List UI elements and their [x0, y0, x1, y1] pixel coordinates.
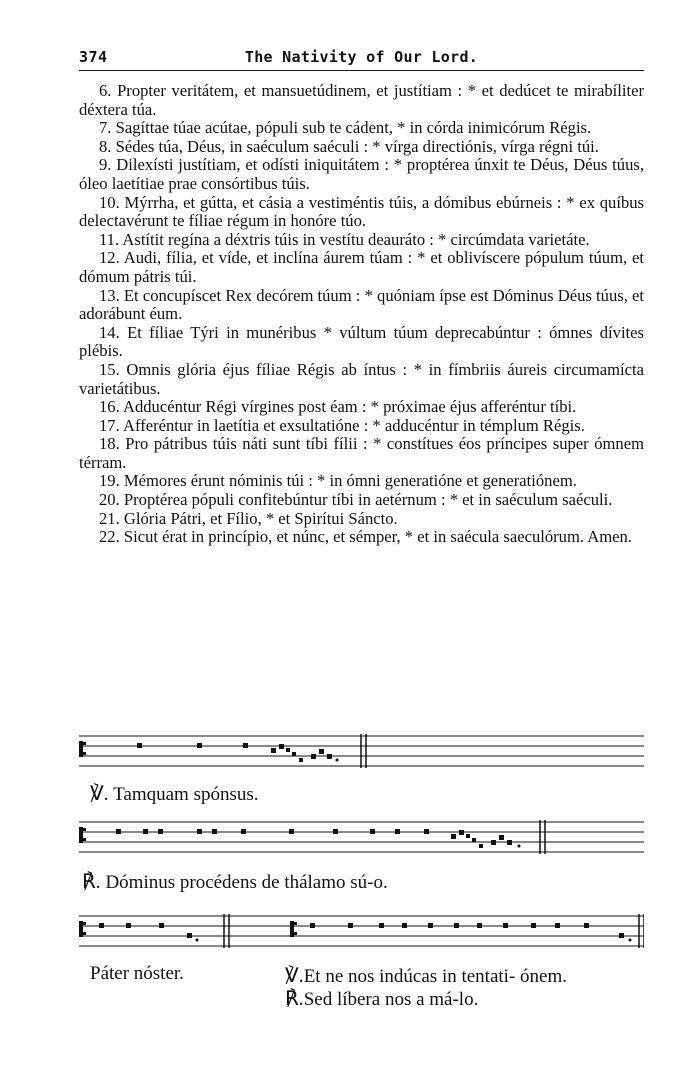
running-title: The Nativity of Our Lord. — [244, 48, 479, 66]
verse — [79, 194, 644, 231]
verse-number: 7. — [99, 118, 112, 138]
verse — [79, 472, 644, 491]
page-number: 374 — [79, 48, 108, 66]
verse-text: Sédes túa, Déus, in saéculum saéculi : * vírga directiónis, vírga régni túi. — [115, 136, 599, 156]
verse-number: 8. — [99, 136, 112, 156]
neume-staff — [79, 818, 644, 858]
chant-staff-3 — [79, 912, 644, 952]
verse — [79, 119, 644, 138]
verse-text: Proptérea pópuli confitebúntur tíbi in aetérnum : * et in saéculum saéculi. — [123, 490, 613, 510]
response-symbol: ℟. — [82, 871, 101, 893]
verse-text: Dilexísti justítiam, et odísti iniquitátem : * proptérea únxit te Déus, Déus túus, óleo laetítiae prae consórtibus túis. — [79, 155, 644, 193]
chant-staff-1 — [79, 732, 644, 772]
chant-staff-2 — [79, 818, 644, 858]
versicle-text: Tamquam spónsus. — [113, 784, 259, 805]
verse-text: Sicut érat in princípio, et núnc, et sémper, * et in saécula saeculórum. Amen. — [123, 527, 632, 547]
verse-text: Sagíttae túae acútae, pópuli sub te cádent, * in córda inimicórum Régis. — [115, 118, 592, 138]
verse-number: 18. — [99, 434, 120, 454]
verse-number: 19. — [99, 471, 120, 491]
neume-staff — [79, 732, 644, 772]
verse — [79, 156, 644, 193]
response-2-line — [285, 986, 478, 1011]
verse-number: 21. — [99, 508, 120, 528]
verse — [79, 491, 644, 510]
verse-number: 14. — [99, 322, 120, 342]
verse-text: Mýrrha, et gútta, et cásia a vestiméntis túis, a dómibus ebúrneis : * ex quíbus delectavérunt te fíliae régum in honóre túo. — [79, 192, 644, 231]
response-text: Dóminus procédens de thálamo sú-o. — [105, 872, 388, 893]
verse — [79, 324, 644, 361]
versicle-2-line — [285, 963, 567, 988]
verse-number: 11. — [99, 229, 120, 249]
verse — [79, 398, 644, 417]
verse-number: 16. — [99, 397, 120, 417]
verse-text: Glória Pátri, et Fílio, * et Spirítui Sáncto. — [123, 508, 398, 528]
page-header — [79, 44, 644, 68]
verse — [79, 82, 644, 119]
versicle-symbol: ℣. — [285, 965, 304, 987]
response-line — [82, 869, 388, 894]
verse-text: Adducéntur Régi vírgines post éam : * próximae éjus afferéntur tíbi. — [122, 397, 577, 417]
psalm-verses — [79, 82, 644, 547]
verse-text: Pro pátribus túis náti sunt tíbi fílii : * constítues éos príncipes super ómnem térram. — [79, 434, 644, 472]
verse-text: Propter veritátem, et mansuetúdinem, et justítiam : * et dedúcet te mirabíliter déxtera túa. — [79, 81, 645, 119]
verse — [79, 417, 644, 436]
verse — [79, 361, 644, 398]
verse — [79, 138, 644, 157]
verse-number: 22. — [99, 527, 120, 547]
verse-text: Et concupíscet Rex decórem túum : * quóniam ípse est Dóminus Déus túus, et adorábunt éum. — [79, 285, 644, 324]
verse-text: Astítit regína a déxtris túis in vestítu deauráto : * circúmdata varietáte. — [122, 229, 590, 249]
versicle-2-text: Et ne nos indúcas in tentati- ónem. — [303, 966, 567, 987]
verse-text: Omnis glória éjus fíliae Régis ab íntus : * in fímbriis áureis circumamícta varietátibus. — [79, 359, 644, 398]
verse — [79, 528, 644, 547]
pater-noster-text: Páter nóster. — [90, 963, 184, 984]
verse — [79, 510, 644, 529]
verse-number: 9. — [99, 155, 112, 175]
verse-text: Et fíliae Týri in munéribus * vúltum túum deprecabúntur : ómnes dívites plébis. — [79, 322, 644, 361]
verse-number: 12. — [99, 248, 120, 268]
verse-text: Audi, fília, et víde, et inclína áurem túam : * et oblivíscere pópulum túum, et dómum pátris túi. — [79, 248, 645, 286]
verse-number: 6. — [99, 81, 112, 100]
verse-number: 20. — [99, 490, 120, 510]
neume-staff — [79, 912, 644, 952]
response-2-text: Sed líbera nos a má-lo. — [303, 989, 479, 1010]
verse-number: 17. — [99, 415, 120, 435]
verse-number: 15. — [99, 359, 120, 379]
verse — [79, 231, 644, 250]
verse-text: Afferéntur in laetítia et exsultatióne : * adducéntur in témplum Régis. — [122, 415, 585, 435]
verse — [79, 249, 644, 286]
verse-number: 13. — [99, 285, 120, 305]
verse-text: Mémores érunt nóminis túi : * in ómni generatióne et generatiónem. — [123, 471, 577, 491]
verse-number: 10. — [99, 192, 120, 212]
verse — [79, 287, 644, 324]
verse — [79, 435, 644, 472]
versicle-line — [90, 781, 259, 806]
response-symbol: ℟. — [285, 988, 304, 1010]
header-rule — [79, 70, 644, 71]
versicle-symbol: ℣. — [90, 783, 109, 805]
